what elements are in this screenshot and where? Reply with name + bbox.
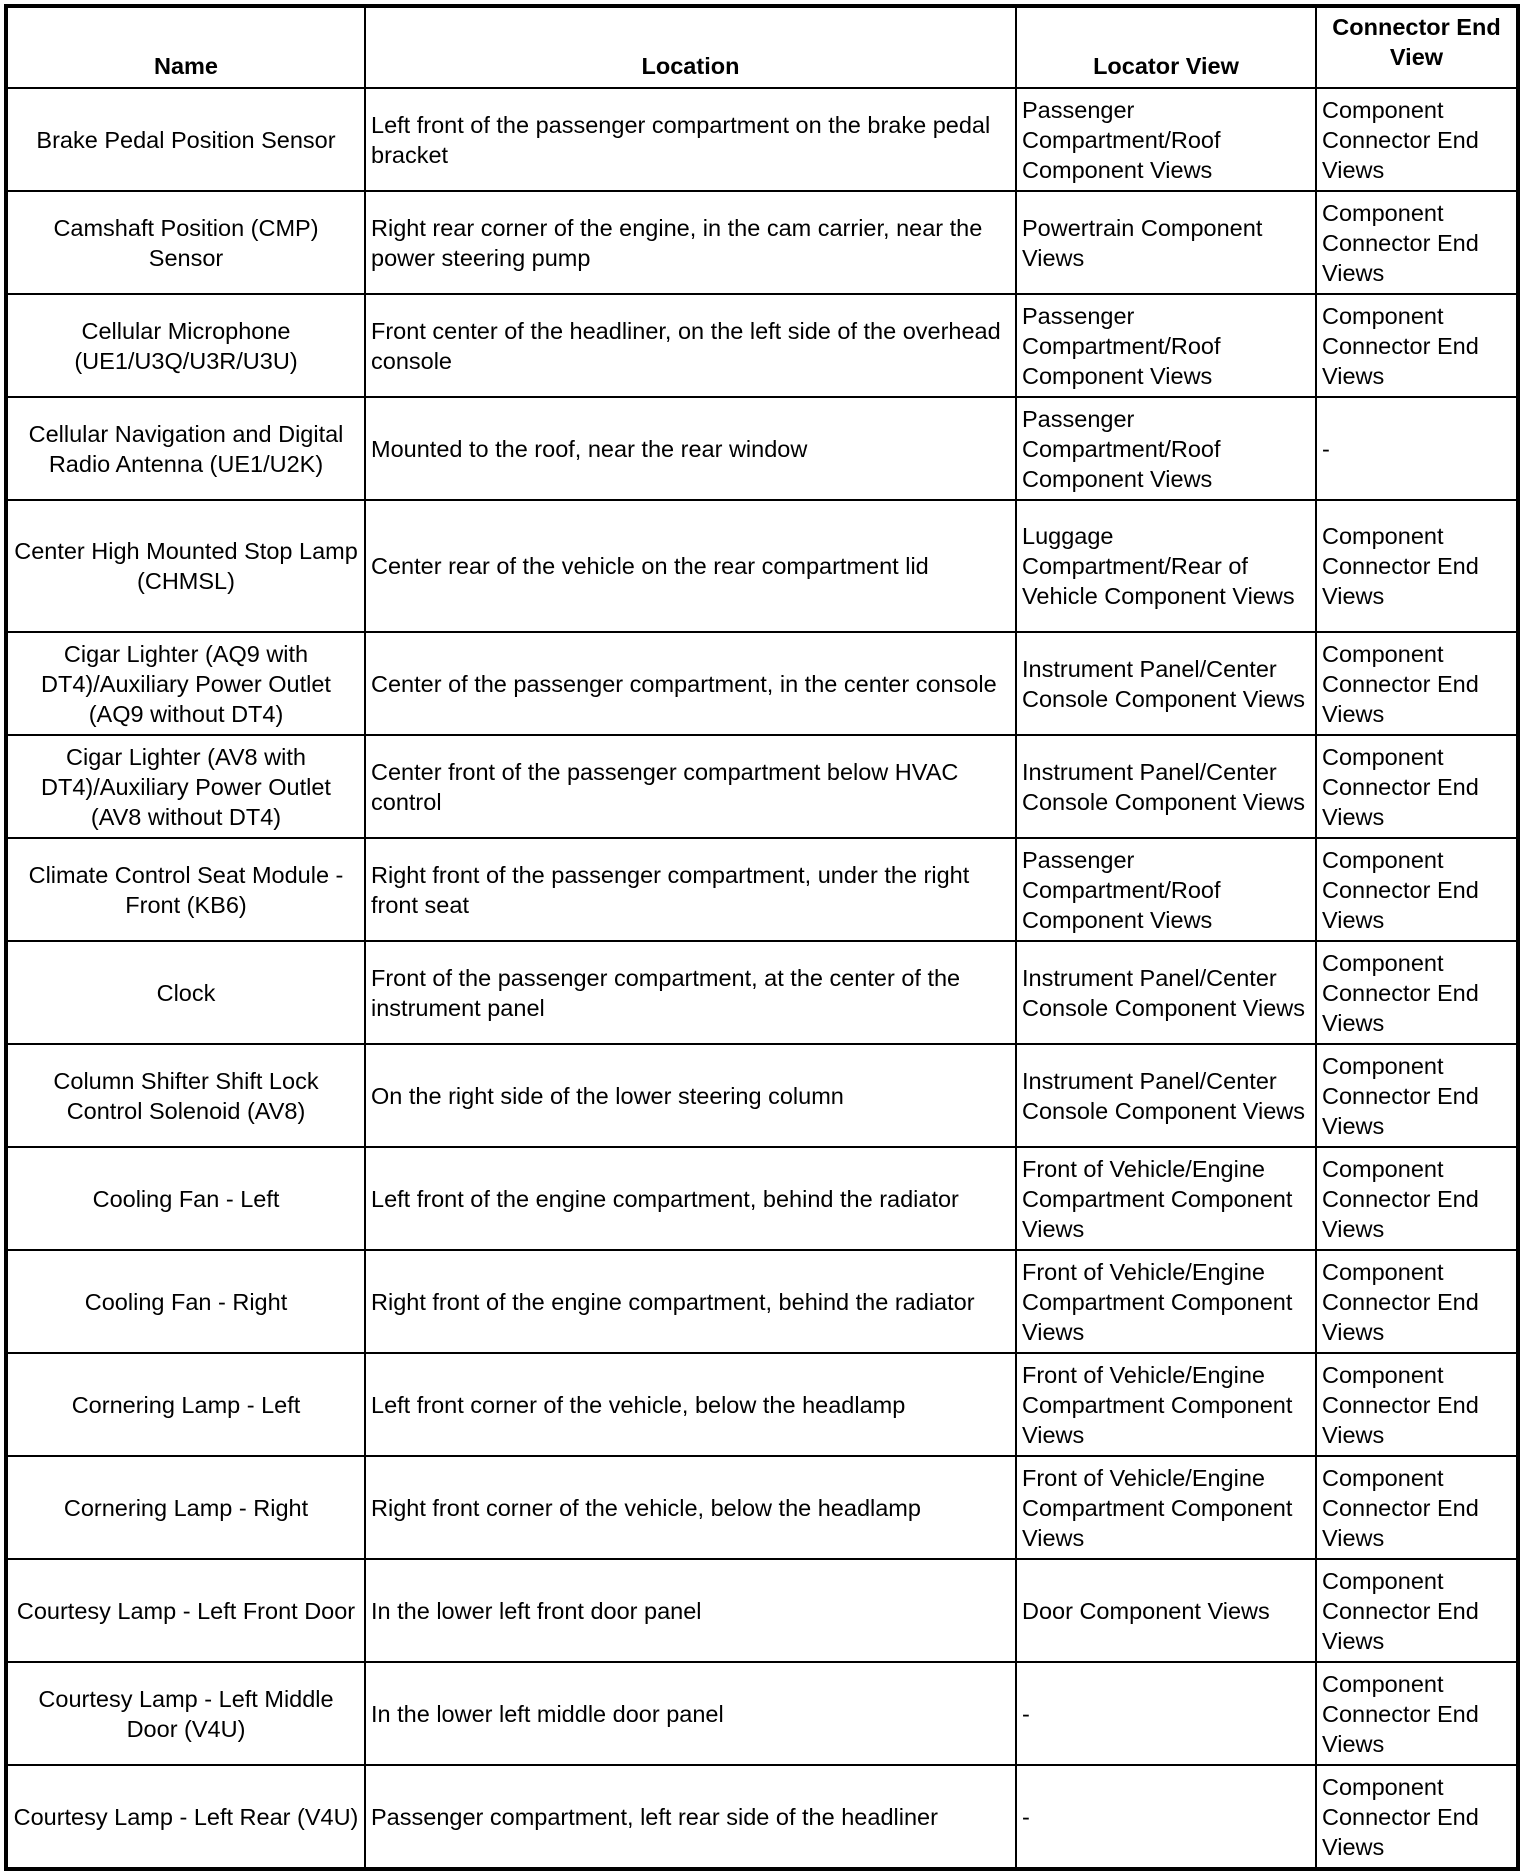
cell-connector-end-view: Component Connector End Views	[1316, 735, 1518, 838]
cell-name: Courtesy Lamp - Left Rear (V4U)	[6, 1765, 365, 1869]
cell-location: Left front of the passenger compartment on the brake pedal bracket	[365, 88, 1016, 191]
cell-locator-view: -	[1016, 1662, 1316, 1765]
cell-connector-end-view: Component Connector End Views	[1316, 1353, 1518, 1456]
cell-name: Column Shifter Shift Lock Control Solenoid (AV8)	[6, 1044, 365, 1147]
cell-connector-end-view: Component Connector End Views	[1316, 838, 1518, 941]
cell-location: Right rear corner of the engine, in the cam carrier, near the power steering pump	[365, 191, 1016, 294]
cell-name: Cornering Lamp - Left	[6, 1353, 365, 1456]
cell-connector-end-view: Component Connector End Views	[1316, 1662, 1518, 1765]
cell-location: Center rear of the vehicle on the rear compartment lid	[365, 500, 1016, 632]
table-row	[6, 1662, 1518, 1765]
cell-name: Cellular Microphone (UE1/U3Q/U3R/U3U)	[6, 294, 365, 397]
cell-locator-view: Front of Vehicle/Engine Compartment Component Views	[1016, 1456, 1316, 1559]
cell-name: Brake Pedal Position Sensor	[6, 88, 365, 191]
cell-locator-view: Door Component Views	[1016, 1559, 1316, 1662]
table-row	[6, 191, 1518, 294]
table-row	[6, 735, 1518, 838]
header-location: Location	[365, 6, 1016, 88]
cell-locator-view: Passenger Compartment/Roof Component Views	[1016, 838, 1316, 941]
table-row	[6, 941, 1518, 1044]
cell-locator-view: Passenger Compartment/Roof Component Views	[1016, 397, 1316, 500]
table-row	[6, 1250, 1518, 1353]
cell-locator-view: -	[1016, 1765, 1316, 1869]
cell-connector-end-view: Component Connector End Views	[1316, 632, 1518, 735]
cell-location: Right front of the passenger compartment, under the right front seat	[365, 838, 1016, 941]
cell-location: Right front of the engine compartment, behind the radiator	[365, 1250, 1016, 1353]
header-locator-view: Locator View	[1016, 6, 1316, 88]
cell-location: Mounted to the roof, near the rear window	[365, 397, 1016, 500]
component-location-table	[4, 4, 1520, 1871]
cell-connector-end-view: -	[1316, 397, 1518, 500]
cell-location: In the lower left middle door panel	[365, 1662, 1016, 1765]
cell-location: Center of the passenger compartment, in the center console	[365, 632, 1016, 735]
table-row	[6, 1044, 1518, 1147]
cell-connector-end-view: Component Connector End Views	[1316, 1765, 1518, 1869]
cell-locator-view: Instrument Panel/Center Console Component Views	[1016, 735, 1316, 838]
cell-connector-end-view: Component Connector End Views	[1316, 1559, 1518, 1662]
cell-locator-view: Front of Vehicle/Engine Compartment Component Views	[1016, 1353, 1316, 1456]
table-row	[6, 1559, 1518, 1662]
table-row	[6, 88, 1518, 191]
cell-location: On the right side of the lower steering column	[365, 1044, 1016, 1147]
cell-connector-end-view: Component Connector End Views	[1316, 1250, 1518, 1353]
cell-connector-end-view: Component Connector End Views	[1316, 88, 1518, 191]
cell-connector-end-view: Component Connector End Views	[1316, 1147, 1518, 1250]
cell-connector-end-view: Component Connector End Views	[1316, 1044, 1518, 1147]
cell-connector-end-view: Component Connector End Views	[1316, 500, 1518, 632]
cell-location: Center front of the passenger compartment below HVAC control	[365, 735, 1016, 838]
component-locator-document	[4, 4, 1520, 1871]
cell-location: Left front corner of the vehicle, below the headlamp	[365, 1353, 1016, 1456]
cell-connector-end-view: Component Connector End Views	[1316, 191, 1518, 294]
cell-name: Cigar Lighter (AQ9 with DT4)/Auxiliary Power Outlet (AQ9 without DT4)	[6, 632, 365, 735]
table-header-row	[6, 6, 1518, 88]
cell-location: Right front corner of the vehicle, below the headlamp	[365, 1456, 1016, 1559]
cell-location: In the lower left front door panel	[365, 1559, 1016, 1662]
table-row	[6, 838, 1518, 941]
cell-locator-view: Powertrain Component Views	[1016, 191, 1316, 294]
cell-locator-view: Instrument Panel/Center Console Component Views	[1016, 1044, 1316, 1147]
cell-locator-view: Passenger Compartment/Roof Component Views	[1016, 294, 1316, 397]
cell-name: Climate Control Seat Module - Front (KB6)	[6, 838, 365, 941]
cell-name: Cooling Fan - Left	[6, 1147, 365, 1250]
header-name: Name	[6, 6, 365, 88]
header-connector-end-view: Connector End View	[1316, 6, 1518, 88]
cell-name: Cigar Lighter (AV8 with DT4)/Auxiliary Power Outlet (AV8 without DT4)	[6, 735, 365, 838]
table-row	[6, 1147, 1518, 1250]
cell-connector-end-view: Component Connector End Views	[1316, 941, 1518, 1044]
cell-locator-view: Front of Vehicle/Engine Compartment Component Views	[1016, 1250, 1316, 1353]
cell-location: Passenger compartment, left rear side of the headliner	[365, 1765, 1016, 1869]
cell-name: Camshaft Position (CMP) Sensor	[6, 191, 365, 294]
cell-locator-view: Luggage Compartment/Rear of Vehicle Component Views	[1016, 500, 1316, 632]
table-row	[6, 1353, 1518, 1456]
table-row	[6, 500, 1518, 632]
cell-name: Center High Mounted Stop Lamp (CHMSL)	[6, 500, 365, 632]
cell-name: Cooling Fan - Right	[6, 1250, 365, 1353]
cell-locator-view: Instrument Panel/Center Console Component Views	[1016, 632, 1316, 735]
cell-locator-view: Front of Vehicle/Engine Compartment Component Views	[1016, 1147, 1316, 1250]
cell-location: Left front of the engine compartment, behind the radiator	[365, 1147, 1016, 1250]
cell-name: Cornering Lamp - Right	[6, 1456, 365, 1559]
cell-name: Courtesy Lamp - Left Front Door	[6, 1559, 365, 1662]
table-row	[6, 1765, 1518, 1869]
cell-name: Clock	[6, 941, 365, 1044]
cell-name: Courtesy Lamp - Left Middle Door (V4U)	[6, 1662, 365, 1765]
cell-locator-view: Passenger Compartment/Roof Component Views	[1016, 88, 1316, 191]
cell-location: Front of the passenger compartment, at the center of the instrument panel	[365, 941, 1016, 1044]
table-row	[6, 632, 1518, 735]
table-row	[6, 1456, 1518, 1559]
cell-locator-view: Instrument Panel/Center Console Component Views	[1016, 941, 1316, 1044]
cell-name: Cellular Navigation and Digital Radio Antenna (UE1/U2K)	[6, 397, 365, 500]
cell-location: Front center of the headliner, on the left side of the overhead console	[365, 294, 1016, 397]
cell-connector-end-view: Component Connector End Views	[1316, 294, 1518, 397]
table-row	[6, 397, 1518, 500]
table-row	[6, 294, 1518, 397]
cell-connector-end-view: Component Connector End Views	[1316, 1456, 1518, 1559]
